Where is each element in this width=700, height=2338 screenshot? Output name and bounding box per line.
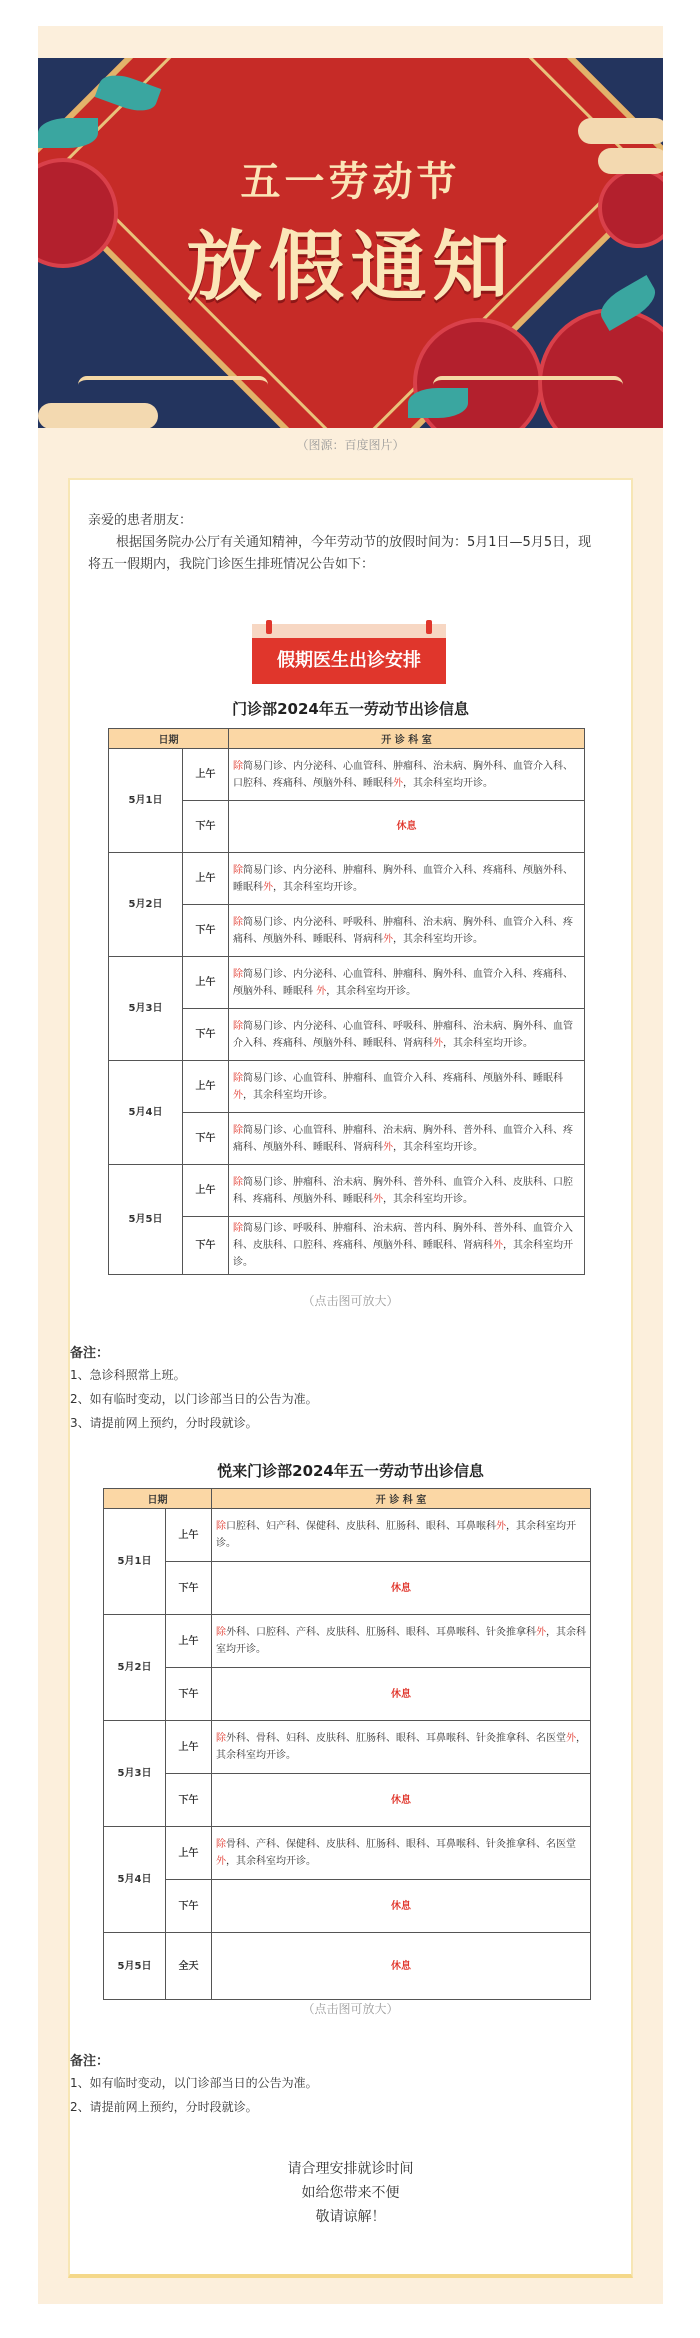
period-cell: 下午 — [183, 1113, 229, 1165]
table-row — [104, 1880, 591, 1933]
rest-cell: 休息 — [212, 1562, 591, 1615]
departments-cell — [212, 1615, 591, 1668]
except-marker: 外 — [216, 1856, 226, 1867]
except-marker: 除 — [233, 864, 243, 876]
departments-cell — [212, 1827, 591, 1880]
notes2-item: 2、请提前网上预约，分时段就诊。 — [70, 2100, 258, 2114]
except-marker: 外 — [263, 881, 273, 893]
closed-departments: 口腔科、妇产科、保健科、皮肤科、肛肠科、眼科、耳鼻喉科 — [226, 1521, 496, 1532]
table-header-row — [109, 729, 585, 749]
period-cell: 下午 — [166, 1880, 212, 1933]
period-cell: 上午 — [183, 1165, 229, 1217]
schedule-table-main[interactable] — [108, 728, 585, 1275]
header-departments: 开 诊 科 室 — [212, 1489, 591, 1509]
intro-paragraph: 根据国务院办公厅有关通知精神，今年劳动节的放假时间为：5月1日—5月5日，现将五一假期内，我院门诊医生排班情况公告如下： — [88, 535, 592, 572]
table-row — [109, 1165, 585, 1217]
open-note: ，其余科室均开诊。 — [403, 777, 493, 789]
table-row — [104, 1668, 591, 1721]
notes1-item: 2、如有临时变动，以门诊部当日的公告为准。 — [70, 1392, 318, 1406]
open-note: ，其余科室均开诊。 — [443, 1037, 533, 1049]
closing-line: 如给您带来不便 — [301, 2185, 400, 2201]
period-cell: 上午 — [166, 1827, 212, 1880]
header-date: 日期 — [104, 1489, 212, 1509]
open-note: ，其余科室均开诊。 — [383, 1193, 473, 1205]
cloud-decoration — [38, 403, 158, 428]
except-marker: 除 — [233, 760, 243, 772]
period-cell: 下午 — [166, 1668, 212, 1721]
except-marker: 除 — [233, 968, 243, 980]
except-marker: 除 — [233, 1020, 243, 1032]
table-row — [104, 1562, 591, 1615]
table-row — [104, 1615, 591, 1668]
closed-departments: 骨科、产科、保健科、皮肤科、肛肠科、眼科、耳鼻喉科、针灸推拿科、名医堂 — [226, 1839, 576, 1850]
departments-cell — [229, 1113, 585, 1165]
table-row — [104, 1933, 591, 2000]
closed-departments: 简易门诊、呼吸科、肿瘤科、治未病、普内科、胸外科、普外科、血管介入科、皮肤科、口腔科、疼痛科、颅脑外科、睡眠科、肾病科 — [233, 1223, 573, 1251]
rest-cell: 休息 — [212, 1880, 591, 1933]
departments-cell — [229, 1061, 585, 1113]
closing-line: 敬请谅解！ — [315, 2209, 386, 2225]
departments-cell — [229, 749, 585, 801]
open-note: ，其余科室均开诊。 — [326, 985, 417, 997]
departments-cell — [229, 853, 585, 905]
departments-cell — [229, 1165, 585, 1217]
rest-cell: 休息 — [212, 1774, 591, 1827]
day-cell: 5月1日 — [109, 749, 183, 853]
table2-caption: （点击图可放大） — [302, 2002, 399, 2016]
departments-cell — [229, 905, 585, 957]
period-cell: 上午 — [166, 1509, 212, 1562]
open-note: ，其余科室均开诊。 — [273, 881, 363, 893]
table-row — [109, 853, 585, 905]
leaf-decoration — [38, 118, 98, 148]
table-header-row — [104, 1489, 591, 1509]
closed-departments: 简易门诊、心血管科、肿瘤科、血管介入科、疼痛科、颅脑外科、睡眠科 — [243, 1072, 563, 1084]
notes2-item: 1、如有临时变动，以门诊部当日的公告为准。 — [70, 2076, 318, 2090]
except-marker: 外 — [373, 1193, 383, 1205]
table-row — [109, 749, 585, 801]
except-marker: 除 — [216, 1733, 226, 1744]
day-cell: 5月4日 — [109, 1061, 183, 1165]
holiday-banner-image — [38, 58, 663, 428]
except-marker: 外 — [493, 1240, 503, 1251]
day-cell: 5月1日 — [104, 1509, 166, 1615]
banner-subtitle: 五一劳动节 — [240, 158, 461, 205]
table1-title: 门诊部2024年五一劳动节出诊信息 — [232, 700, 469, 718]
notes1-item: 3、请提前网上预约，分时段就诊。 — [70, 1416, 258, 1430]
period-cell: 上午 — [183, 957, 229, 1009]
closed-departments: 简易门诊、内分泌科、心血管科、呼吸科、肿瘤科、治未病、胸外科、血管介入科、疼痛科、颅脑外科、睡眠科、肾病科 — [233, 1020, 573, 1049]
calendar-ring — [426, 620, 432, 634]
period-cell: 上午 — [183, 1061, 229, 1113]
rest-cell: 休息 — [212, 1933, 591, 2000]
period-cell: 全天 — [166, 1933, 212, 2000]
open-note: ，其余科室均开诊。 — [226, 1856, 316, 1867]
departments-cell — [229, 957, 585, 1009]
open-note: ，其余科室均开诊。 — [393, 933, 483, 945]
except-marker: 除 — [233, 916, 243, 928]
notes1-item: 1、急诊科照常上班。 — [70, 1368, 186, 1382]
period-cell: 上午 — [166, 1615, 212, 1668]
open-note: ，其余科室均开诊。 — [216, 1521, 576, 1549]
closed-departments: 简易门诊、内分泌科、肿瘤科、胸外科、血管介入科、疼痛科、颅脑外科、睡眠科 — [233, 864, 573, 893]
closed-departments: 简易门诊、肿瘤科、治未病、胸外科、普外科、血管介入科、皮肤科、口腔科、疼痛科、颅脑外科、睡眠科 — [233, 1176, 573, 1205]
table-row — [104, 1827, 591, 1880]
except-marker: 除 — [216, 1839, 226, 1850]
scroll-ornament — [433, 376, 623, 394]
except-marker: 除 — [233, 1223, 243, 1234]
open-note: ，其余科室均开诊。 — [216, 1733, 586, 1761]
except-marker: 除 — [233, 1176, 243, 1188]
banner-title: 放假通知 — [186, 222, 515, 311]
period-cell: 下午 — [183, 1009, 229, 1061]
table-row — [109, 1061, 585, 1113]
image-caption: （图源：百度图片） — [296, 438, 405, 452]
period-cell: 下午 — [183, 1217, 229, 1275]
day-cell: 5月5日 — [104, 1933, 166, 2000]
except-marker: 除 — [233, 1124, 243, 1136]
scroll-ornament — [78, 376, 268, 394]
closing-line: 请合理安排就诊时间 — [287, 2161, 414, 2177]
except-marker: 除 — [233, 1072, 243, 1084]
header-departments: 开 诊 科 室 — [229, 729, 585, 749]
period-cell: 上午 — [166, 1721, 212, 1774]
day-cell: 5月2日 — [109, 853, 183, 957]
day-cell: 5月4日 — [104, 1827, 166, 1933]
peony-decoration — [538, 308, 663, 428]
period-cell: 下午 — [183, 905, 229, 957]
except-marker: 外 — [433, 1037, 443, 1049]
except-marker: 外 — [496, 1521, 506, 1532]
calendar-top — [252, 624, 446, 638]
departments-cell — [229, 1217, 585, 1275]
day-cell: 5月5日 — [109, 1165, 183, 1275]
except-marker: 外 — [233, 1089, 243, 1101]
table-row — [109, 957, 585, 1009]
notes1-title: 备注： — [70, 1346, 110, 1361]
calendar-label-text: 假期医生出诊安排 — [252, 638, 446, 684]
departments-cell — [212, 1509, 591, 1562]
rest-cell: 休息 — [229, 801, 585, 853]
closed-departments: 外科、口腔科、产科、皮肤科、肛肠科、眼科、耳鼻喉科、针灸推拿科 — [226, 1627, 536, 1638]
schedule-table-yuelai[interactable] — [103, 1488, 591, 2000]
period-cell: 下午 — [166, 1774, 212, 1827]
departments-cell — [229, 1009, 585, 1061]
period-cell: 下午 — [166, 1562, 212, 1615]
except-marker: 外 — [316, 985, 327, 997]
header-date: 日期 — [109, 729, 229, 749]
day-cell: 5月3日 — [109, 957, 183, 1061]
period-cell: 上午 — [183, 749, 229, 801]
closed-departments: 外科、骨科、妇科、皮肤科、肛肠科、眼科、耳鼻喉科、针灸推拿科、名医堂 — [226, 1733, 566, 1744]
notes2-title: 备注： — [70, 2054, 110, 2069]
except-marker: 外 — [393, 777, 403, 789]
cloud-decoration — [578, 118, 663, 144]
except-marker: 外 — [536, 1627, 546, 1638]
calendar-label — [252, 624, 446, 684]
day-cell: 5月3日 — [104, 1721, 166, 1827]
rest-cell: 休息 — [212, 1668, 591, 1721]
table2-title: 悦来门诊部2024年五一劳动节出诊信息 — [217, 1462, 484, 1480]
open-note: ，其余科室均开诊。 — [216, 1627, 586, 1655]
except-marker: 除 — [216, 1521, 226, 1532]
table-row — [104, 1774, 591, 1827]
closed-departments: 简易门诊、内分泌科、心血管科、肿瘤科、胸外科、血管介入科、疼痛科、颅脑外科、睡眠科 — [233, 968, 573, 997]
period-cell: 上午 — [183, 853, 229, 905]
open-note: ，其余科室均开诊。 — [233, 1240, 573, 1268]
departments-cell — [212, 1721, 591, 1774]
day-cell: 5月2日 — [104, 1615, 166, 1721]
closed-departments: 简易门诊、心血管科、肿瘤科、治未病、胸外科、普外科、血管介入科、疼痛科、颅脑外科、睡眠科、肾病科 — [233, 1124, 573, 1153]
closed-departments: 简易门诊、内分泌科、心血管科、肿瘤科、治未病、胸外科、血管介入科、口腔科、疼痛科、颅脑外科、睡眠科 — [233, 760, 573, 789]
except-marker: 外 — [383, 1141, 393, 1153]
open-note: ，其余科室均开诊。 — [393, 1141, 483, 1153]
open-note: ，其余科室均开诊。 — [243, 1089, 333, 1101]
table-row — [104, 1721, 591, 1774]
except-marker: 外 — [383, 933, 393, 945]
except-marker: 除 — [216, 1627, 226, 1638]
except-marker: 外 — [566, 1733, 576, 1744]
closed-departments: 简易门诊、内分泌科、呼吸科、肿瘤科、治未病、胸外科、血管介入科、疼痛科、颅脑外科、睡眠科、肾病科 — [233, 916, 573, 945]
greeting: 亲爱的患者朋友： — [88, 513, 193, 528]
period-cell: 下午 — [183, 801, 229, 853]
table-row — [104, 1509, 591, 1562]
calendar-ring — [266, 620, 272, 634]
table1-caption: （点击图可放大） — [302, 1294, 399, 1308]
